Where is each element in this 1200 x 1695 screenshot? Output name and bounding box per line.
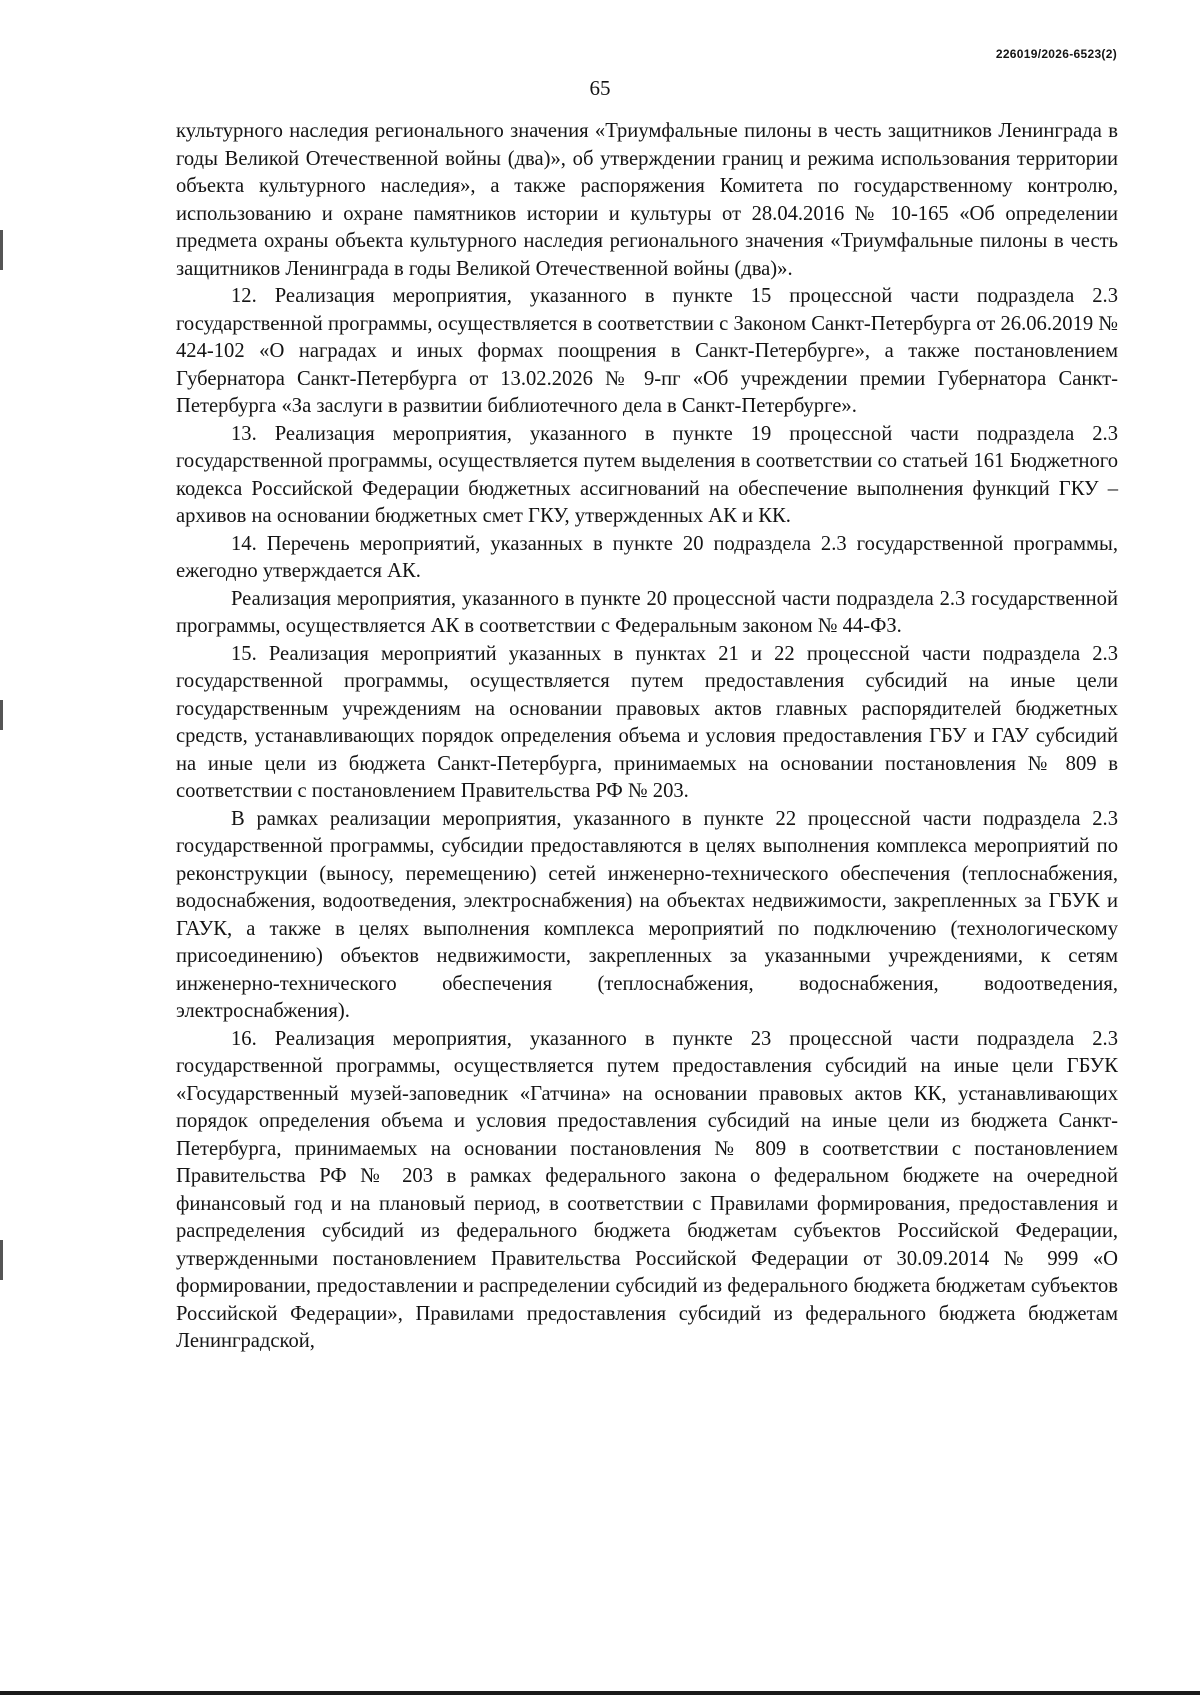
document-registration-code: 226019/2026-6523(2) — [995, 47, 1117, 61]
paragraph-item-14-implementation: Реализация мероприятия, указанного в пункте 20 процессной части подраздела 2.3 государственной программы, осуществляется АК в соответствии с Федеральным законом № 44-ФЗ. — [176, 587, 1118, 637]
paragraph-item-12: 12. Реализация мероприятия, указанного в пункте 15 процессной части подраздела 2.3 государственной программы, осуществляется в соответствии с Законом Санкт-Петербурга от 26.06.2019 № 424-102 «О наградах и иных формах поощрения в Санкт-Петербурге», а также постановлением Губернатора Санкт-Петербурга от 13.02.2026 № 9-пг «Об учреждении премии Губернатора Санкт-Петербурга «За заслуги в развитии библиотечного дела в Санкт-Петербурге». — [176, 285, 1118, 417]
scan-edge-mark — [0, 1240, 3, 1280]
paragraph-item-13: 13. Реализация мероприятия, указанного в пункте 19 процессной части подраздела 2.3 государственной программы, осуществляется путем выделения в соответствии со статьей 161 Бюджетного кодекса Российской Федерации бюджетных ассигнований на обеспечение выполнения функций ГКУ – архивов на основании бюджетных смет ГКУ, утвержденных АК и КК. — [176, 422, 1118, 527]
paragraph-item-15: 15. Реализация мероприятий указанных в пунктах 21 и 22 процессной части подраздела 2.3 государственной программы, осуществляется путем предоставления субсидий на иные цели государственным учреждениям на основании правовых актов главных распорядителей бюджетных средств, устанавливающих порядок определения объема и условия предоставления ГБУ и ГАУ субсидий на иные цели из бюджета Санкт-Петербурга, принимаемых на основании постановления № 809 в соответствии с постановлением Правительства РФ № 203. — [176, 642, 1118, 802]
paragraph-item-16: 16. Реализация мероприятия, указанного в пункте 23 процессной части подраздела 2.3 государственной программы, осуществляется путем предоставления субсидий на иные цели ГБУК «Государственный музей-заповедник «Гатчина» на основании правовых актов КК, устанавливающих порядок определения объема и условия предоставления субсидий на иные цели из бюджета Санкт-Петербурга, принимаемых на основании постановления № 809 в соответствии с постановлением Правительства РФ № 203 в рамках федерального закона о федеральном бюджете на очередной финансовый год и на плановый период, в соответствии с Правилами формирования, предоставления и распределения субсидий из федерального бюджета бюджетам субъектов Российской Федерации, утвержденными постановлением Правительства Российской Федерации от 30.09.2014 № 999 «О формировании, предоставлении и распределении субсидий из федерального бюджета бюджетам субъектов Российской Федерации», Правилами предоставления субсидий из федерального бюджета бюджетам Ленинградской, — [176, 1027, 1118, 1352]
page-number: 65 — [589, 76, 611, 100]
document-body — [176, 118, 1118, 1356]
paragraph-continuation: культурного наследия регионального значения «Триумфальные пилоны в честь защитников Ленинграда в годы Великой Отечественной войны (два)», об утверждении границ и режима использования территории объекта культурного наследия», а также распоряжения Комитета по государственному контролю, использованию и охране памятников истории и культуры от 28.04.2016 № 10-165 «Об определении предмета охраны объекта культурного наследия регионального значения «Триумфальные пилоны в честь защитников Ленинграда в годы Великой Отечественной войны (два)». — [176, 120, 1118, 280]
paragraph-item-14: 14. Перечень мероприятий, указанных в пункте 20 подраздела 2.3 государственной программы, ежегодно утверждается АК. — [176, 532, 1118, 582]
scan-edge-mark — [0, 230, 3, 270]
scan-bottom-edge — [0, 1691, 1200, 1695]
scan-edge-mark — [0, 700, 3, 730]
paragraph-item-15-subsidies: В рамках реализации мероприятия, указанного в пункте 22 процессной части подраздела 2.3 государственной программы, субсидии предоставляются в целях выполнения комплекса мероприятий по реконструкции (выносу, перемещению) сетей инженерно-технического обеспечения (теплоснабжения, водоснабжения, водоотведения, электроснабжения) на объектах недвижимости, закрепленных за ГБУК и ГАУК, а также в целях выполнения комплекса мероприятий по подключению (технологическому присоединению) объектов недвижимости, закрепленных за указанными учреждениями, к сетям инженерно-технического обеспечения (теплоснабжения, водоснабжения, водоотведения, электроснабжения). — [176, 807, 1118, 1022]
